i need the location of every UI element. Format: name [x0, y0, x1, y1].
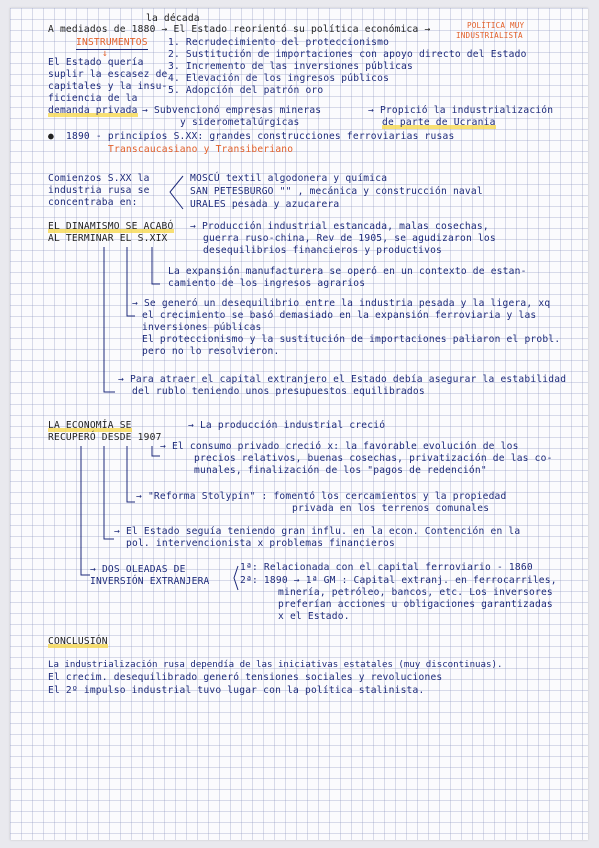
- conclusion-line: La industrialización rusa dependía de las iniciativas estatales (muy discontinuas).: [48, 660, 503, 670]
- region-item: MOSCÚ textil algodonera y química: [190, 173, 388, 184]
- recovery-point: → La producción industrial creció: [188, 420, 386, 431]
- regions-intro: industria rusa se: [48, 185, 150, 196]
- recovery-point: pol. intervencionista x problemas financieros: [126, 538, 395, 549]
- investment-title: → DOS OLEADAS DE: [90, 564, 186, 575]
- conclusion-title: CONCLUSIÓN: [48, 636, 108, 647]
- dynamism-point: → Para atraer el capital extranjero el Estado debía asegurar la estabilidad: [118, 374, 567, 385]
- dynamism-point: pero no lo resolvieron.: [142, 346, 280, 357]
- investment-title: INVERSIÓN EXTRANJERA: [90, 576, 210, 587]
- dynamism-point: camiento de los ingresos agrarios: [168, 278, 366, 289]
- dynamism-point: → Se generó un desequilibrio entre la industria pesada y la ligera, xq: [132, 298, 551, 309]
- side-note: capitales y la insu-: [48, 81, 168, 92]
- instrument-item: 4. Elevación de los ingresos públicos: [168, 73, 390, 84]
- instrument-item: 1. Recrudecimiento del proteccionismo: [168, 37, 390, 48]
- regions-intro: concentraba en:: [48, 197, 138, 208]
- investment-wave-2: preferían acciones u obligaciones garantizadas: [278, 599, 553, 610]
- recovery-point: privada en los terrenos comunales: [292, 503, 490, 514]
- dynamism-point: el crecimiento se basó demasiado en la expansión ferroviaria y las: [142, 310, 537, 321]
- side-note-demand: demanda privada: [48, 105, 138, 116]
- regions-intro: Comienzos S.XX la: [48, 173, 150, 184]
- subsidies-line: → Subvencionó empresas mineras: [142, 105, 322, 116]
- down-arrow-icon: ↓: [102, 48, 108, 59]
- instruments-heading: INSTRUMENTOS: [76, 37, 148, 48]
- policy-tag-2: INDUSTRIALISTA: [456, 31, 523, 40]
- conclusion-line: El crecim. desequilibrado generó tensiones sociales y revoluciones: [48, 672, 443, 683]
- dynamism-title: AL TERMINAR EL S.XIX: [48, 233, 168, 244]
- dynamism-point: desequilibrios financieros y productivos: [203, 245, 443, 256]
- recovery-point: munales, finalización de los "pagos de redención": [194, 465, 487, 476]
- investment-wave-2: 2ª: 1890 → 1ª GM : Capital extranj. en ferrocarriles,: [240, 575, 557, 586]
- notebook-page: [10, 8, 588, 840]
- instrument-item: 5. Adopción del patrón oro: [168, 85, 324, 96]
- subsidies-line: y siderometalúrgicas: [180, 117, 300, 128]
- investment-wave-2: minería, petróleo, bancos, etc. Los inversores: [278, 587, 553, 598]
- investment-wave-1: 1ª: Relacionada con el capital ferroviario - 1860: [240, 562, 533, 573]
- policy-tag-1: POLÍTICA MUY: [467, 21, 525, 30]
- rail-line-names: Transcaucasiano y Transiberiano: [108, 144, 294, 155]
- side-note: ficiencia de la: [48, 93, 138, 104]
- conclusion-line: El 2º impulso industrial tuvo lugar con la política stalinista.: [48, 685, 425, 696]
- investment-wave-2: x el Estado.: [278, 611, 350, 622]
- bullet-dot: ●: [48, 131, 54, 142]
- recovery-point: → El consumo privado creció x: la favorable evolución de los: [160, 441, 519, 452]
- side-note: suplir la escasez de: [48, 69, 168, 80]
- dynamism-point: La expansión manufacturera se operó en un contexto de estan-: [168, 266, 527, 277]
- recovery-point: → "Reforma Stolypin" : fomentó los cercamientos y la propiedad: [136, 491, 507, 502]
- instrument-item: 2. Sustitución de importaciones con apoyo directo del Estado: [168, 49, 527, 60]
- region-item: URALES pesada y azucarera: [190, 199, 340, 210]
- dynamism-point: El proteccionismo y la sustitución de importaciones paliaron el probl.: [142, 334, 561, 345]
- rail-line: 1890 - principios S.XX: grandes construcciones ferroviarias rusas: [66, 131, 455, 142]
- top-note: la década: [146, 13, 200, 24]
- dynamism-title: EL DINAMISMO SE ACABÓ: [48, 221, 174, 232]
- dynamism-point: del rublo teniendo unos presupuestos equilibrados: [132, 386, 425, 397]
- dynamism-point: inversiones públicas: [142, 322, 262, 333]
- intro-line: A mediados de 1880 → El Estado reorientó su política económica →: [48, 24, 431, 35]
- dynamism-point: → Producción industrial estancada, malas cosechas,: [190, 221, 489, 232]
- recovery-title: LA ECONOMÍA SE: [48, 420, 132, 431]
- recovery-point: precios relativos, buenas cosechas, privatización de las co-: [194, 453, 553, 464]
- recovery-point: → El Estado seguía teniendo gran influ. en la econ. Contención en la: [114, 526, 521, 537]
- dynamism-point: guerra ruso-china, Rev de 1905, se agudizaron los: [203, 233, 496, 244]
- side-note: El Estado quería: [48, 57, 144, 68]
- propitiated-line: → Propició la industrialización: [368, 105, 554, 116]
- recovery-title: RECUPERÓ DESDE 1907: [48, 432, 162, 443]
- instrument-item: 3. Incremento de las inversiones públicas: [168, 61, 414, 72]
- propitiated-line: de parte de Ucrania: [382, 117, 496, 128]
- region-item: SAN PETESBURGO "" , mecánica y construcción naval: [190, 186, 483, 197]
